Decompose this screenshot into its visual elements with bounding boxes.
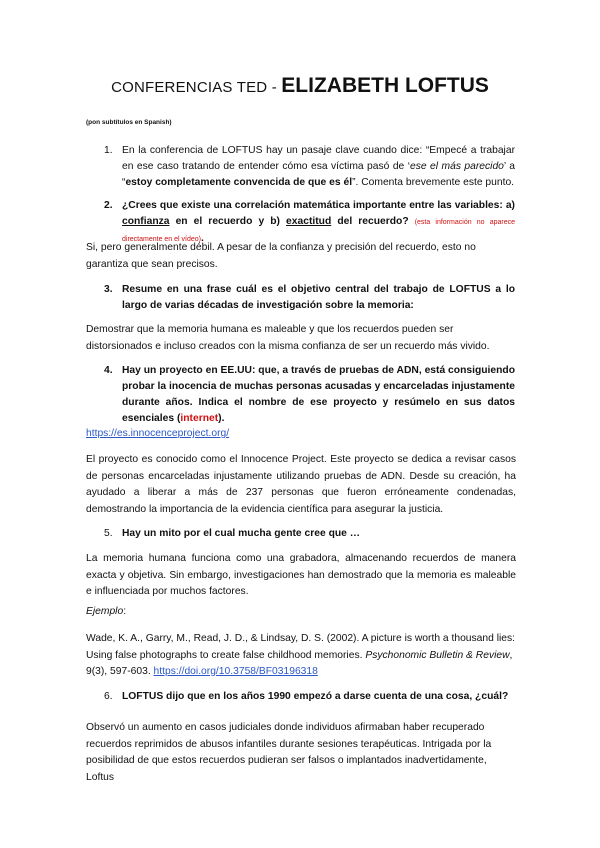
title-prefix: CONFERENCIAS TED - xyxy=(111,79,282,96)
question-text: Hay un mito por el cual mucha gente cree que … xyxy=(122,528,361,539)
question-6 xyxy=(104,689,515,705)
answer-6: Observó un aumento en casos judiciales donde individuos afirmaban haber recuperado recuerdos reprimidos de abusos infantiles durante sesiones terapéuticas. Intrigada por la posibilidad de que estos recuerdos pudieran ser falsos o implantados inadvertidamente, Loftus xyxy=(86,722,492,783)
innocence-project-link[interactable]: https://es.innocenceproject.org/ xyxy=(86,428,230,439)
doi-link[interactable]: https://doi.org/10.3758/BF03196318 xyxy=(153,666,318,677)
page-title xyxy=(0,74,600,98)
question-4 xyxy=(104,363,515,427)
question-number: 3. xyxy=(104,284,113,295)
red-note: (esta información no aparece directamente en el vídeo) xyxy=(122,219,515,243)
question-text: Resume en una frase cuál es el objetivo central del trabajo de LOFTUS a lo largo de varias décadas de investigación sobre la memoria: xyxy=(122,284,515,311)
subtitle-note: (pon subtítulos en Spanish) xyxy=(86,119,172,126)
question-text: LOFTUS dijo que en los años 1990 empezó a darse cuenta de una cosa, ¿cuál? xyxy=(122,691,509,702)
question-3 xyxy=(104,282,515,314)
question-text: Hay un proyecto en EE.UU: que, a través de pruebas de ADN, está consiguiendo probar la inocencia de muchas personas acusadas y encarceladas injustamente durante años. Indica el nombre de ese proyecto y resúmelo en sus datos esenciales (internet). xyxy=(122,365,515,424)
example-label: Ejemplo: xyxy=(86,606,127,617)
question-number: 4. xyxy=(104,365,113,376)
question-number: 2. xyxy=(104,200,113,211)
question-number: 1. xyxy=(104,145,113,156)
title-name: ELIZABETH LOFTUS xyxy=(281,74,489,97)
question-number: 5. xyxy=(104,528,113,539)
answer-3: Demostrar que la memoria humana es maleable y que los recuerdos pueden ser distorsionados e incluso creados con la misma confianza de ser un recuerdo más vivido. xyxy=(86,324,490,352)
answer-2: Si, pero generalmente débil. A pesar de la confianza y precisión del recuerdo, esto no garantiza que sean precisos. xyxy=(86,242,476,270)
question-5 xyxy=(104,526,515,542)
question-text: ¿Crees que existe una correlación matemática importante entre las variables: a) confianza en el recuerdo y b) exactitud del recuerdo? (esta información no aparece directamente en el vídeo). xyxy=(122,200,515,244)
question-number: 6. xyxy=(104,691,113,702)
citation: Wade, K. A., Garry, M., Read, J. D., & Lindsay, D. S. (2002). A picture is worth a thousand lies: Using false photographs to create false childhood memories. Psychonomic Bulletin & Review, 9(3), 597-603. https://doi.org/10.3758/BF03196318 xyxy=(86,633,516,677)
question-text: En la conferencia de LOFTUS hay un pasaje clave cuando dice: “Empecé a trabajar en ese caso tratando de entender cómo esa víctima pasó de ‘ese el más parecido’ a “estoy completamente convencida de que es él”. Comenta brevemente este punto. xyxy=(122,145,515,188)
question-1 xyxy=(104,143,515,191)
answer-5: La memoria humana funciona como una grabadora, almacenando recuerdos de manera exacta y objetiva. Sin embargo, investigaciones han demostrado que la memoria es maleable e influenciada por muchos factores. xyxy=(86,553,516,597)
answer-4: El proyecto es conocido como el Innocence Project. Este proyecto se dedica a revisar casos de personas encarceladas injustamente utilizando pruebas de ADN. Desde su creación, ha ayudado a liberar a más de 237 personas que fueron erróneamente condenadas, demostrando la importancia de la evidencia científica para asegurar la justicia. xyxy=(86,454,516,515)
